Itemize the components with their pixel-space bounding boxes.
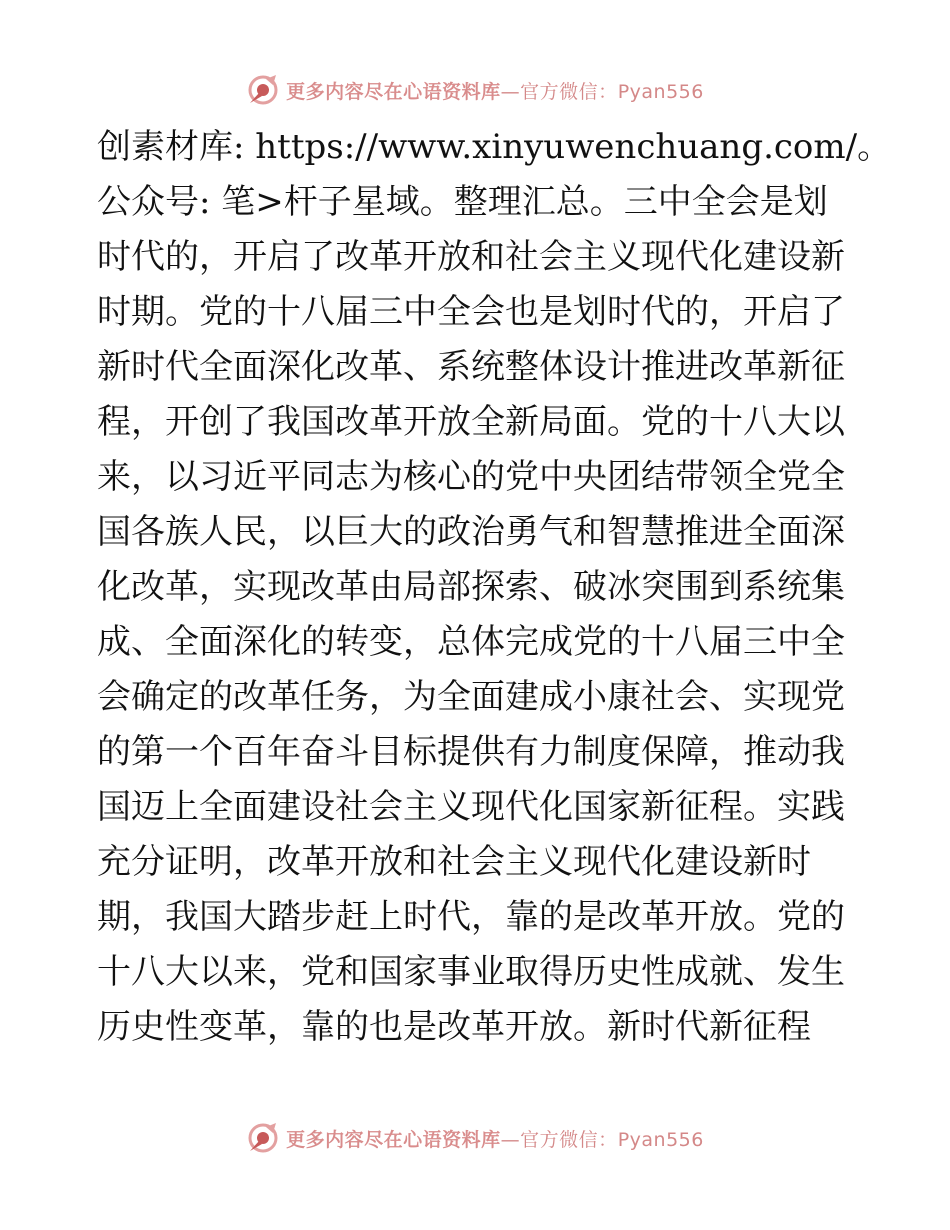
document-line: 国各族人民，以巨大的政治勇气和智慧推进全面深 bbox=[97, 512, 845, 552]
header-banner bbox=[0, 70, 950, 110]
document-line: 来，以习近平同志为核心的党中央团结带领全党全 bbox=[97, 457, 845, 497]
header-slogan: 更多内容尽在心语资料库 bbox=[286, 80, 501, 103]
document-line: 十八大以来，党和国家事业取得历史性成就、发生 bbox=[97, 952, 845, 992]
document-line: 成、全面深化的转变，总体完成党的十八届三中全 bbox=[97, 622, 845, 662]
document-line: 时期。党的十八届三中全会也是划时代的，开启了 bbox=[97, 292, 845, 332]
document-line: 充分证明，改革开放和社会主义现代化建设新时 bbox=[97, 842, 811, 882]
document-line: 公众号: 笔>杆子星域。整理汇总。三中全会是划 bbox=[97, 182, 828, 222]
pen-nib-circle-logo-icon bbox=[246, 1121, 280, 1155]
footer-banner-text bbox=[286, 1125, 704, 1152]
document-line: 国迈上全面建设社会主义现代化国家新征程。实践 bbox=[97, 787, 845, 827]
document-line: 期，我国大踏步赶上时代，靠的是改革开放。党的 bbox=[97, 897, 845, 937]
footer-slogan: 更多内容尽在心语资料库 bbox=[286, 1128, 501, 1151]
document-line: 程，开创了我国改革开放全新局面。党的十八大以 bbox=[97, 402, 845, 442]
pen-nib-circle-logo-icon bbox=[246, 73, 280, 107]
header-banner-text bbox=[286, 77, 704, 104]
document-line: 的第一个百年奋斗目标提供有力制度保障，推动我 bbox=[97, 732, 845, 772]
document-body bbox=[97, 120, 892, 1055]
header-wechat-label: 官方微信： bbox=[520, 80, 618, 103]
document-line: 新时代全面深化改革、系统整体设计推进改革新征 bbox=[97, 347, 845, 387]
document-line: 历史性变革，靠的也是改革开放。新时代新征程 bbox=[97, 1007, 811, 1047]
footer-banner bbox=[0, 1118, 950, 1158]
footer-wechat-label: 官方微信： bbox=[520, 1128, 618, 1151]
header-banner-content bbox=[246, 73, 704, 107]
header-wechat-id: Pyan556 bbox=[617, 80, 704, 103]
footer-dash: — bbox=[500, 1128, 521, 1151]
document-line: 化改革，实现改革由局部探索、破冰突围到系统集 bbox=[97, 567, 845, 607]
footer-banner-content bbox=[246, 1121, 704, 1155]
footer-wechat-id: Pyan556 bbox=[617, 1128, 704, 1151]
header-dash: — bbox=[500, 80, 521, 103]
document-line: 会确定的改革任务，为全面建成小康社会、实现党 bbox=[97, 677, 845, 717]
document-line: 时代的，开启了改革开放和社会主义现代化建设新 bbox=[97, 237, 845, 277]
document-line: 创素材库: https://www.xinyuwenchuang.com/。 bbox=[97, 127, 892, 167]
